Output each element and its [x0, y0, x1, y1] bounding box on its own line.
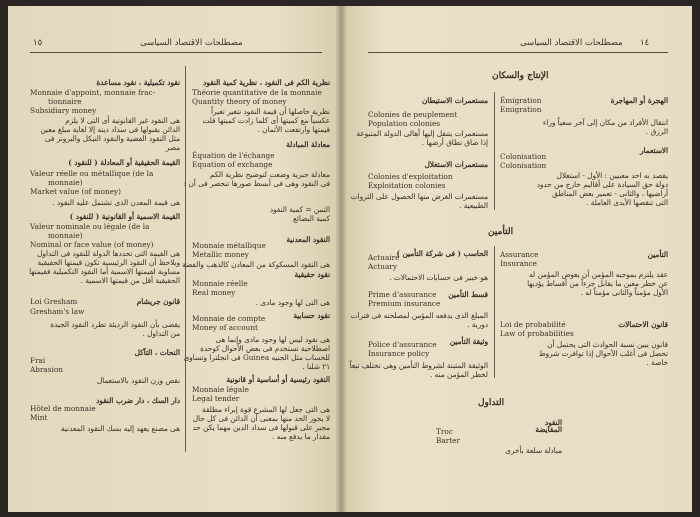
arabic-text-line: هى نقود ليس لها وجود مادى وإنما هى	[215, 335, 330, 344]
arabic-text-line: الطبيعية .	[459, 201, 488, 210]
section-title-trade: التداول	[478, 398, 505, 408]
arabic-text-line: مثل النقود الفضية والنقود النيكل والبرونز فى	[44, 134, 180, 143]
arabic-text-line: مستعمرات الغرض منها الحصول على الثروات	[350, 192, 488, 201]
right-column-divider-2	[494, 246, 495, 378]
latin-term-line: Market value (of money)	[30, 187, 122, 196]
latin-term-line: Nominal or face value (of money)	[30, 240, 154, 249]
right-column-divider-1	[494, 92, 495, 210]
latin-term-line: Emigration	[500, 105, 542, 114]
latin-term-line: Colonies d'exploitation	[368, 172, 453, 181]
arabic-text-line: هى النقود المسكوكة من المعادن كالذهب والفضة	[182, 260, 330, 269]
section-title-insurance: التأمين	[488, 227, 514, 237]
latin-term-line: monnaie)	[48, 231, 83, 240]
arabic-text-line: لا يجوز الحد منها بمعنى أن الدائن فى كل حال	[192, 414, 330, 423]
arabic-text-line: وثيقة التأمين	[449, 337, 488, 346]
arabic-text-line: هى القيمة التى تحددها الدولة للنقود فى التداول	[37, 249, 180, 258]
arabic-text-line: مجبر على قبولها فى سداد الدين مهما يكن حد	[192, 423, 330, 432]
arabic-text-line: دورية .	[467, 320, 488, 329]
arabic-text-line: هى مصنع يعهد إليه بسك النقود المعدنية	[60, 424, 180, 433]
left-page-number: ١٥	[33, 38, 43, 48]
arabic-text-line: التى تنقصها الأيدى العاملة .	[586, 198, 668, 207]
arabic-text-line: معادلة جبرية وضعت لتوضيح نظرية الكم	[209, 170, 330, 179]
latin-term-line: Actuary	[368, 262, 397, 271]
arabic-text-line: الوثيقة المثبتة لشروط التأمين وهى تختلف تبعاً	[349, 361, 488, 370]
latin-term-line: Valeur nominale ou légale (de la	[30, 222, 150, 231]
arabic-text-line: انتقال الأفراد من مكان إلى آخر سعياً وراء	[542, 118, 668, 127]
latin-term-line: Assurance	[500, 250, 539, 259]
latin-term-line: Premium insurance	[368, 299, 441, 308]
arabic-text-line: مقدار ما يدفع منه .	[272, 432, 330, 441]
arabic-text-line: من التداول .	[142, 329, 180, 338]
latin-term-line: Insurance	[500, 259, 537, 268]
latin-term-line: Metallic money	[192, 250, 249, 259]
latin-term-line: Hôtel de monnaie	[30, 404, 96, 413]
latin-term-line: Frai	[30, 356, 46, 365]
latin-term-line: Real money	[192, 288, 236, 297]
arabic-text-line: دار السك ، دار ضرب النقود	[96, 396, 180, 405]
latin-term-line: Legal tender	[192, 394, 240, 403]
arabic-text-line: مصر	[165, 143, 180, 152]
arabic-text-line: نقص وزن النقود بالاستعمال	[96, 376, 180, 385]
latin-term-line: Colonisation	[500, 161, 547, 170]
arabic-text-line: قانون الاحتمالات	[618, 320, 668, 329]
arabic-text-line: الحقيقية أقل من قيمتها الاسمية .	[80, 276, 180, 285]
arabic-text-line: الدائن بقبولها فى سداد دينه إلا لغاية مبلغ معين	[40, 125, 180, 134]
latin-term-line: Monnaie de compte	[192, 314, 266, 323]
arabic-text-line: الحاسب ( فى شركة التأمين )	[396, 249, 488, 258]
arabic-text-line: الرزق .	[645, 127, 668, 136]
arabic-text-line: هو خبير فى حسابات الاحتمالات .	[389, 273, 488, 282]
arabic-text-line: مستعمرات يتنقل إليها أهالى الدولة المتبوعة	[356, 129, 488, 138]
latin-term-line: Subsidiary money	[30, 106, 97, 115]
left-page-header: مصطلحات الاقتصاد السياسى	[140, 38, 243, 48]
latin-term-line: Police d'assurance	[368, 340, 437, 349]
arabic-text-line: نقود حسابية	[293, 311, 330, 320]
latin-term-line: Monnaie métallique	[192, 241, 266, 250]
section-title-production: الإنتاج والسكان	[492, 71, 549, 81]
arabic-text-line: معادلة المبادلة	[286, 140, 330, 149]
arabic-text-line: نقود حقيقية	[294, 270, 330, 279]
arabic-text-line: يقضى بأن النقود الرديئة تطرد النقود الجيدة	[50, 320, 180, 329]
latin-term-line: Équation de l'échange	[192, 151, 275, 160]
arabic-text-line: النقود	[544, 418, 562, 427]
arabic-text-line: مبادلة سلعة بأخرى	[505, 446, 562, 455]
latin-term-line: Loi Gresham	[30, 297, 78, 306]
latin-term-line: Abrasion	[30, 365, 63, 374]
arabic-text-line: قانون جريشام	[136, 297, 180, 306]
latin-term-line: Troc	[436, 427, 453, 436]
latin-term-line: Exploitation colonies	[368, 181, 446, 190]
left-column-divider	[185, 66, 186, 452]
arabic-text-line: نظرية حاصلها أن قيمة النقود تتغير تغيراً	[211, 107, 330, 116]
arabic-text-line: قانون يبين نسبة الحوادث التى يحتمل أن	[547, 340, 668, 349]
arabic-text-line: قيمتها وارتفعت الأثمان .	[257, 125, 330, 134]
latin-term-line: Monnaie réelle	[192, 279, 248, 288]
arabic-text-line: الاستعمار	[640, 146, 668, 155]
latin-term-line: Colonies de peuplement	[368, 110, 458, 119]
latin-term-line: Monnaie légale	[192, 385, 249, 394]
arabic-text-line: أراضيها ، والثانى - تعمير بعض المناطق	[552, 189, 668, 198]
arabic-text-line: عكسياً مع كميتها أى كلما زادت كميتها قلت	[202, 116, 330, 125]
arabic-text-line: نظرية الكم فى النقود ، نظرية كمية النقود	[203, 78, 330, 87]
latin-term-line: Mint	[30, 413, 48, 422]
latin-term-line: Barter	[436, 436, 460, 445]
latin-term-line: Population colonies	[368, 119, 441, 128]
arabic-text-line: فى النقود وهى فى أبسط صورها تنحصر فى أن :	[183, 179, 330, 188]
latin-term-line: Loi de probabilité	[500, 320, 566, 329]
arabic-text-line: النقود المعدنية	[286, 235, 330, 244]
arabic-text-line: ٢١ شلنا .	[302, 362, 330, 371]
left-header-rule	[30, 52, 322, 53]
latin-term-line: Théorie quantitative de la monnaie	[192, 88, 322, 97]
latin-term-line: Insurance policy	[368, 349, 430, 358]
arabic-text-line: مستعمرات الاستيطان	[421, 96, 488, 105]
latin-term-line: Equation of exchange	[192, 160, 273, 169]
arabic-text-line: هى التى جعل لها المشرع قوة إبراء مطلقة	[202, 405, 330, 414]
arabic-text-line: هى قيمة المعدن الذى تشتمل عليه النقود .	[52, 198, 180, 207]
arabic-text-line: للحساب مثل الجنيه Guinea فى انجلترا وتساوى	[183, 353, 330, 362]
arabic-text-line: نقود تكميلية ، نقود مساعدة	[96, 78, 180, 87]
arabic-text-line: هى النقود غير القانونية أى التى لا يلزم	[65, 116, 180, 125]
arabic-text-line: خاصة .	[646, 358, 668, 367]
arabic-text-line: هى التى لها وجود مادى .	[255, 298, 330, 307]
arabic-text-line: ويلاحظ أن النقود الرئيسية تكون قيمتها الحقيقية	[37, 258, 180, 267]
latin-term-line: Actuaire	[368, 253, 400, 262]
arabic-text-line: يقصد به احد معنيين : الأول - استغلال	[556, 171, 668, 180]
arabic-text-line: الهجرة أو المهاجرة	[610, 96, 668, 105]
right-header-rule	[368, 52, 668, 53]
arabic-text-line: اصطلاحية تستخدم فى بعض الأحوال كوحدة	[200, 344, 330, 353]
arabic-text-line: القيمة الاسمية أو القانونية ( للنقود )	[69, 212, 180, 221]
arabic-text-line: عقد يلتزم بموجبه المؤمن أن يعوض المؤمن له	[528, 270, 668, 279]
latin-term-line: Gresham's law	[30, 307, 85, 316]
latin-term-line: tionnaire	[48, 97, 82, 106]
arabic-text-line: دولة حق السيادة على أقاليم خارج من حدود	[536, 180, 668, 189]
arabic-text-line: النقود رئيسية أو أساسية أو قانونية	[226, 375, 330, 384]
arabic-text-line: لخطر المؤمن منه .	[430, 370, 488, 379]
latin-term-line: Émigration	[500, 96, 542, 105]
arabic-text-line: مستعمرات الاستغلال	[424, 160, 488, 169]
latin-term-line: Prime d'assurance	[368, 290, 437, 299]
arabic-text-line: تحصل فى أغلب الأحوال إذا توافرت شروط	[538, 349, 668, 358]
latin-term-line: Quantity theory of money	[192, 97, 287, 106]
arabic-text-line: قسط التأمين	[448, 290, 488, 299]
arabic-text-line: الأول مؤمناً والثانى مؤمناً له .	[580, 288, 668, 297]
arabic-text-line: عن خطر معين ما يقابل جزءاً من أقساط يؤديها	[527, 279, 668, 288]
arabic-text-line: إذا ضاق نطاق أرضها .	[421, 138, 488, 147]
arabic-text-line: الثمن = كمية النقود	[269, 205, 330, 214]
arabic-text-line: المقايضة	[535, 425, 562, 434]
latin-term-line: monnaie)	[48, 178, 83, 187]
latin-term-line: Colonisation	[500, 152, 547, 161]
latin-term-line: Valeur réelle ou métallique (de la	[30, 169, 154, 178]
arabic-text-line: النحات ، التآكل	[134, 348, 180, 357]
arabic-text-line: القيمة الحقيقية أو المعادلة ( للنقود )	[68, 158, 180, 167]
arabic-text-line: مساوية لقيمتها الاسمية أما النقود التكميلية فقيمتها	[29, 267, 180, 276]
right-page-header: مصطلحات الاقتصاد السياسى	[520, 38, 623, 48]
arabic-text-line: التأمين	[647, 250, 668, 259]
right-page-number: ١٤	[640, 38, 650, 48]
book-gutter	[336, 6, 346, 512]
latin-term-line: Law of probabilities	[500, 329, 574, 338]
arabic-text-line: المبلغ الذى يدفعه المؤمن لمصلحته فى فترات	[350, 311, 488, 320]
latin-term-line: Money of account	[192, 323, 258, 332]
latin-term-line: Monnaie d'appoint, monnaie frac-	[30, 88, 156, 97]
arabic-text-line: كمية البضائع	[292, 214, 330, 223]
